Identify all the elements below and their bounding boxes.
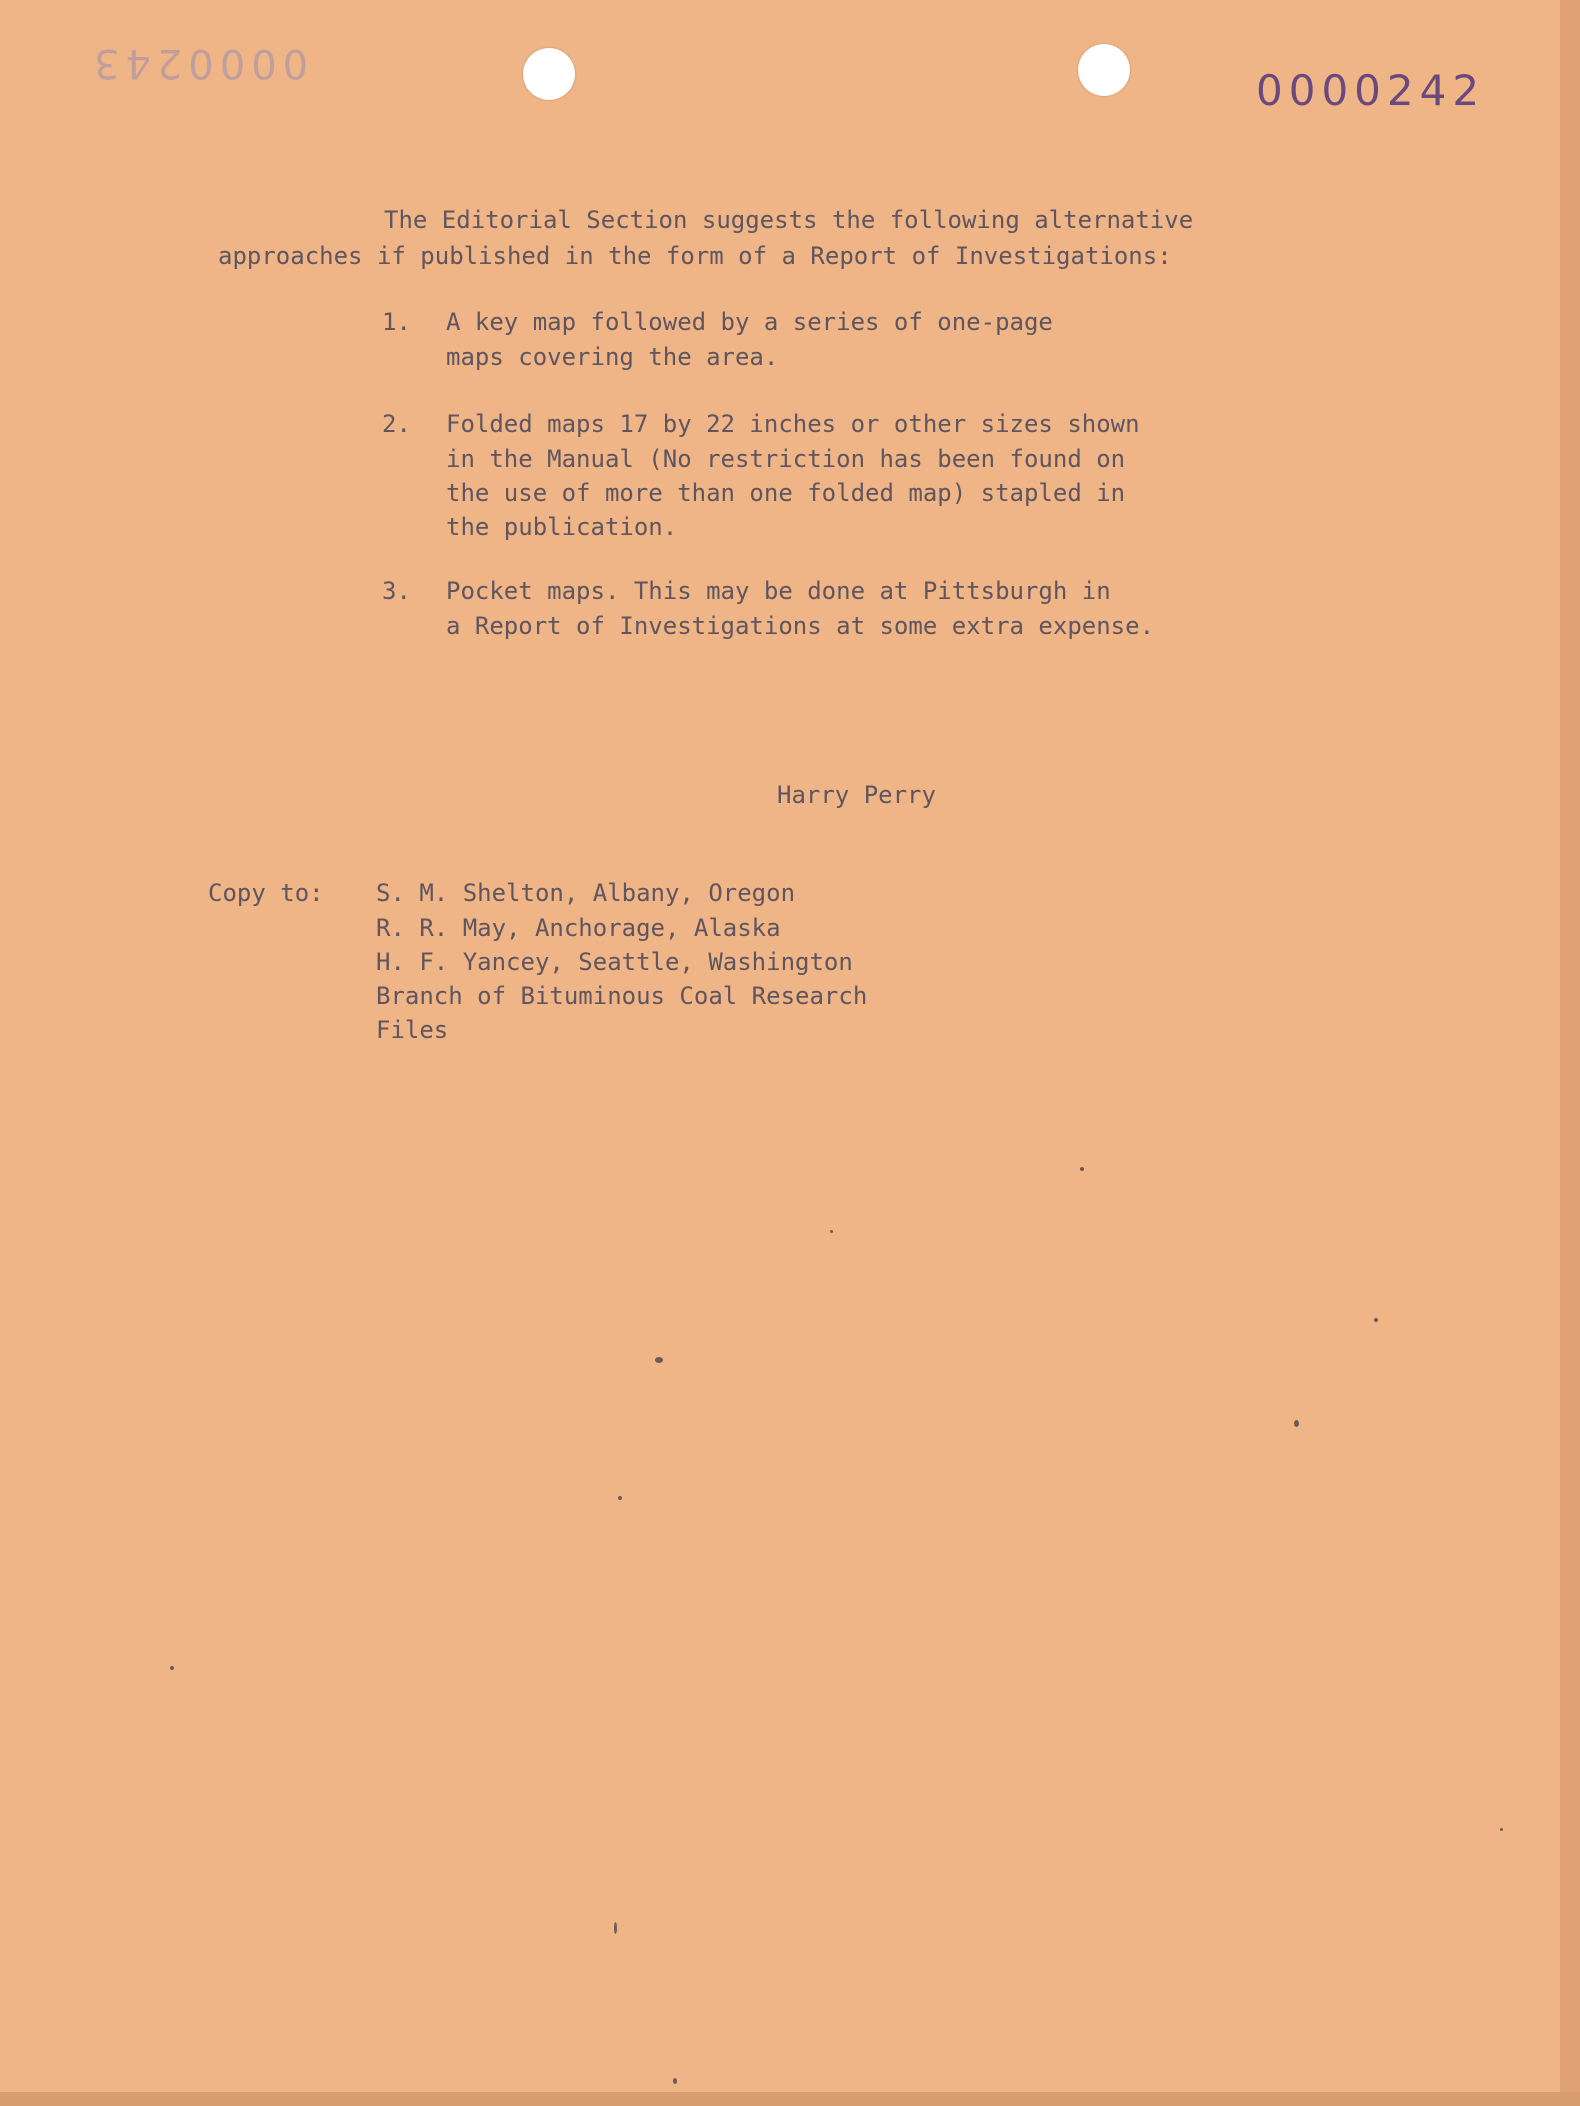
copy-to-recipient: S. M. Shelton, Albany, Oregon [376, 879, 796, 907]
item-2-line-1: Folded maps 17 by 22 inches or other sizes shown [446, 410, 1140, 438]
paper-speck [1500, 1828, 1503, 1831]
paper-speck [1294, 1420, 1299, 1427]
paper-speck [170, 1666, 174, 1670]
document-number-stamp-upside-down: 0000243 [88, 40, 309, 86]
item-2-number: 2. [382, 410, 411, 438]
copy-to-recipient: R. R. May, Anchorage, Alaska [376, 914, 781, 942]
paper-speck [1374, 1318, 1378, 1322]
paper-speck [1080, 1167, 1084, 1171]
item-3-line-2: a Report of Investigations at some extra expense. [446, 612, 1155, 640]
item-1-number: 1. [382, 308, 411, 336]
item-2-line-4: the publication. [446, 513, 678, 541]
item-2-line-3: the use of more than one folded map) stapled in [446, 479, 1126, 507]
paper-speck [655, 1357, 663, 1363]
page-edge [1560, 0, 1580, 2106]
signature: Harry Perry [777, 781, 936, 809]
item-1-line-2: maps covering the area. [446, 343, 779, 371]
item-1-line-1: A key map followed by a series of one-page [446, 308, 1053, 336]
item-3-number: 3. [382, 577, 411, 605]
intro-line-1: The Editorial Section suggests the following alternative [384, 206, 1194, 234]
paper-speck [830, 1230, 833, 1233]
document-number-stamp: 0000242 [1256, 66, 1486, 115]
paper-speck [618, 1496, 622, 1500]
punch-hole-left [523, 48, 575, 100]
copy-to-label: Copy to: [208, 879, 324, 907]
item-3-line-1: Pocket maps. This may be done at Pittsburgh in [446, 577, 1111, 605]
paper-speck [673, 2078, 677, 2084]
item-2-line-2: in the Manual (No restriction has been found on [446, 445, 1126, 473]
copy-to-recipient: Branch of Bituminous Coal Research [376, 982, 868, 1010]
copy-to-recipient: Files [376, 1016, 449, 1044]
copy-to-recipient: H. F. Yancey, Seattle, Washington [376, 948, 853, 976]
punch-hole-right [1078, 44, 1130, 96]
page-bottom-edge [0, 2092, 1580, 2106]
intro-line-2: approaches if published in the form of a Report of Investigations: [218, 242, 1172, 270]
paper-speck [614, 1922, 617, 1934]
